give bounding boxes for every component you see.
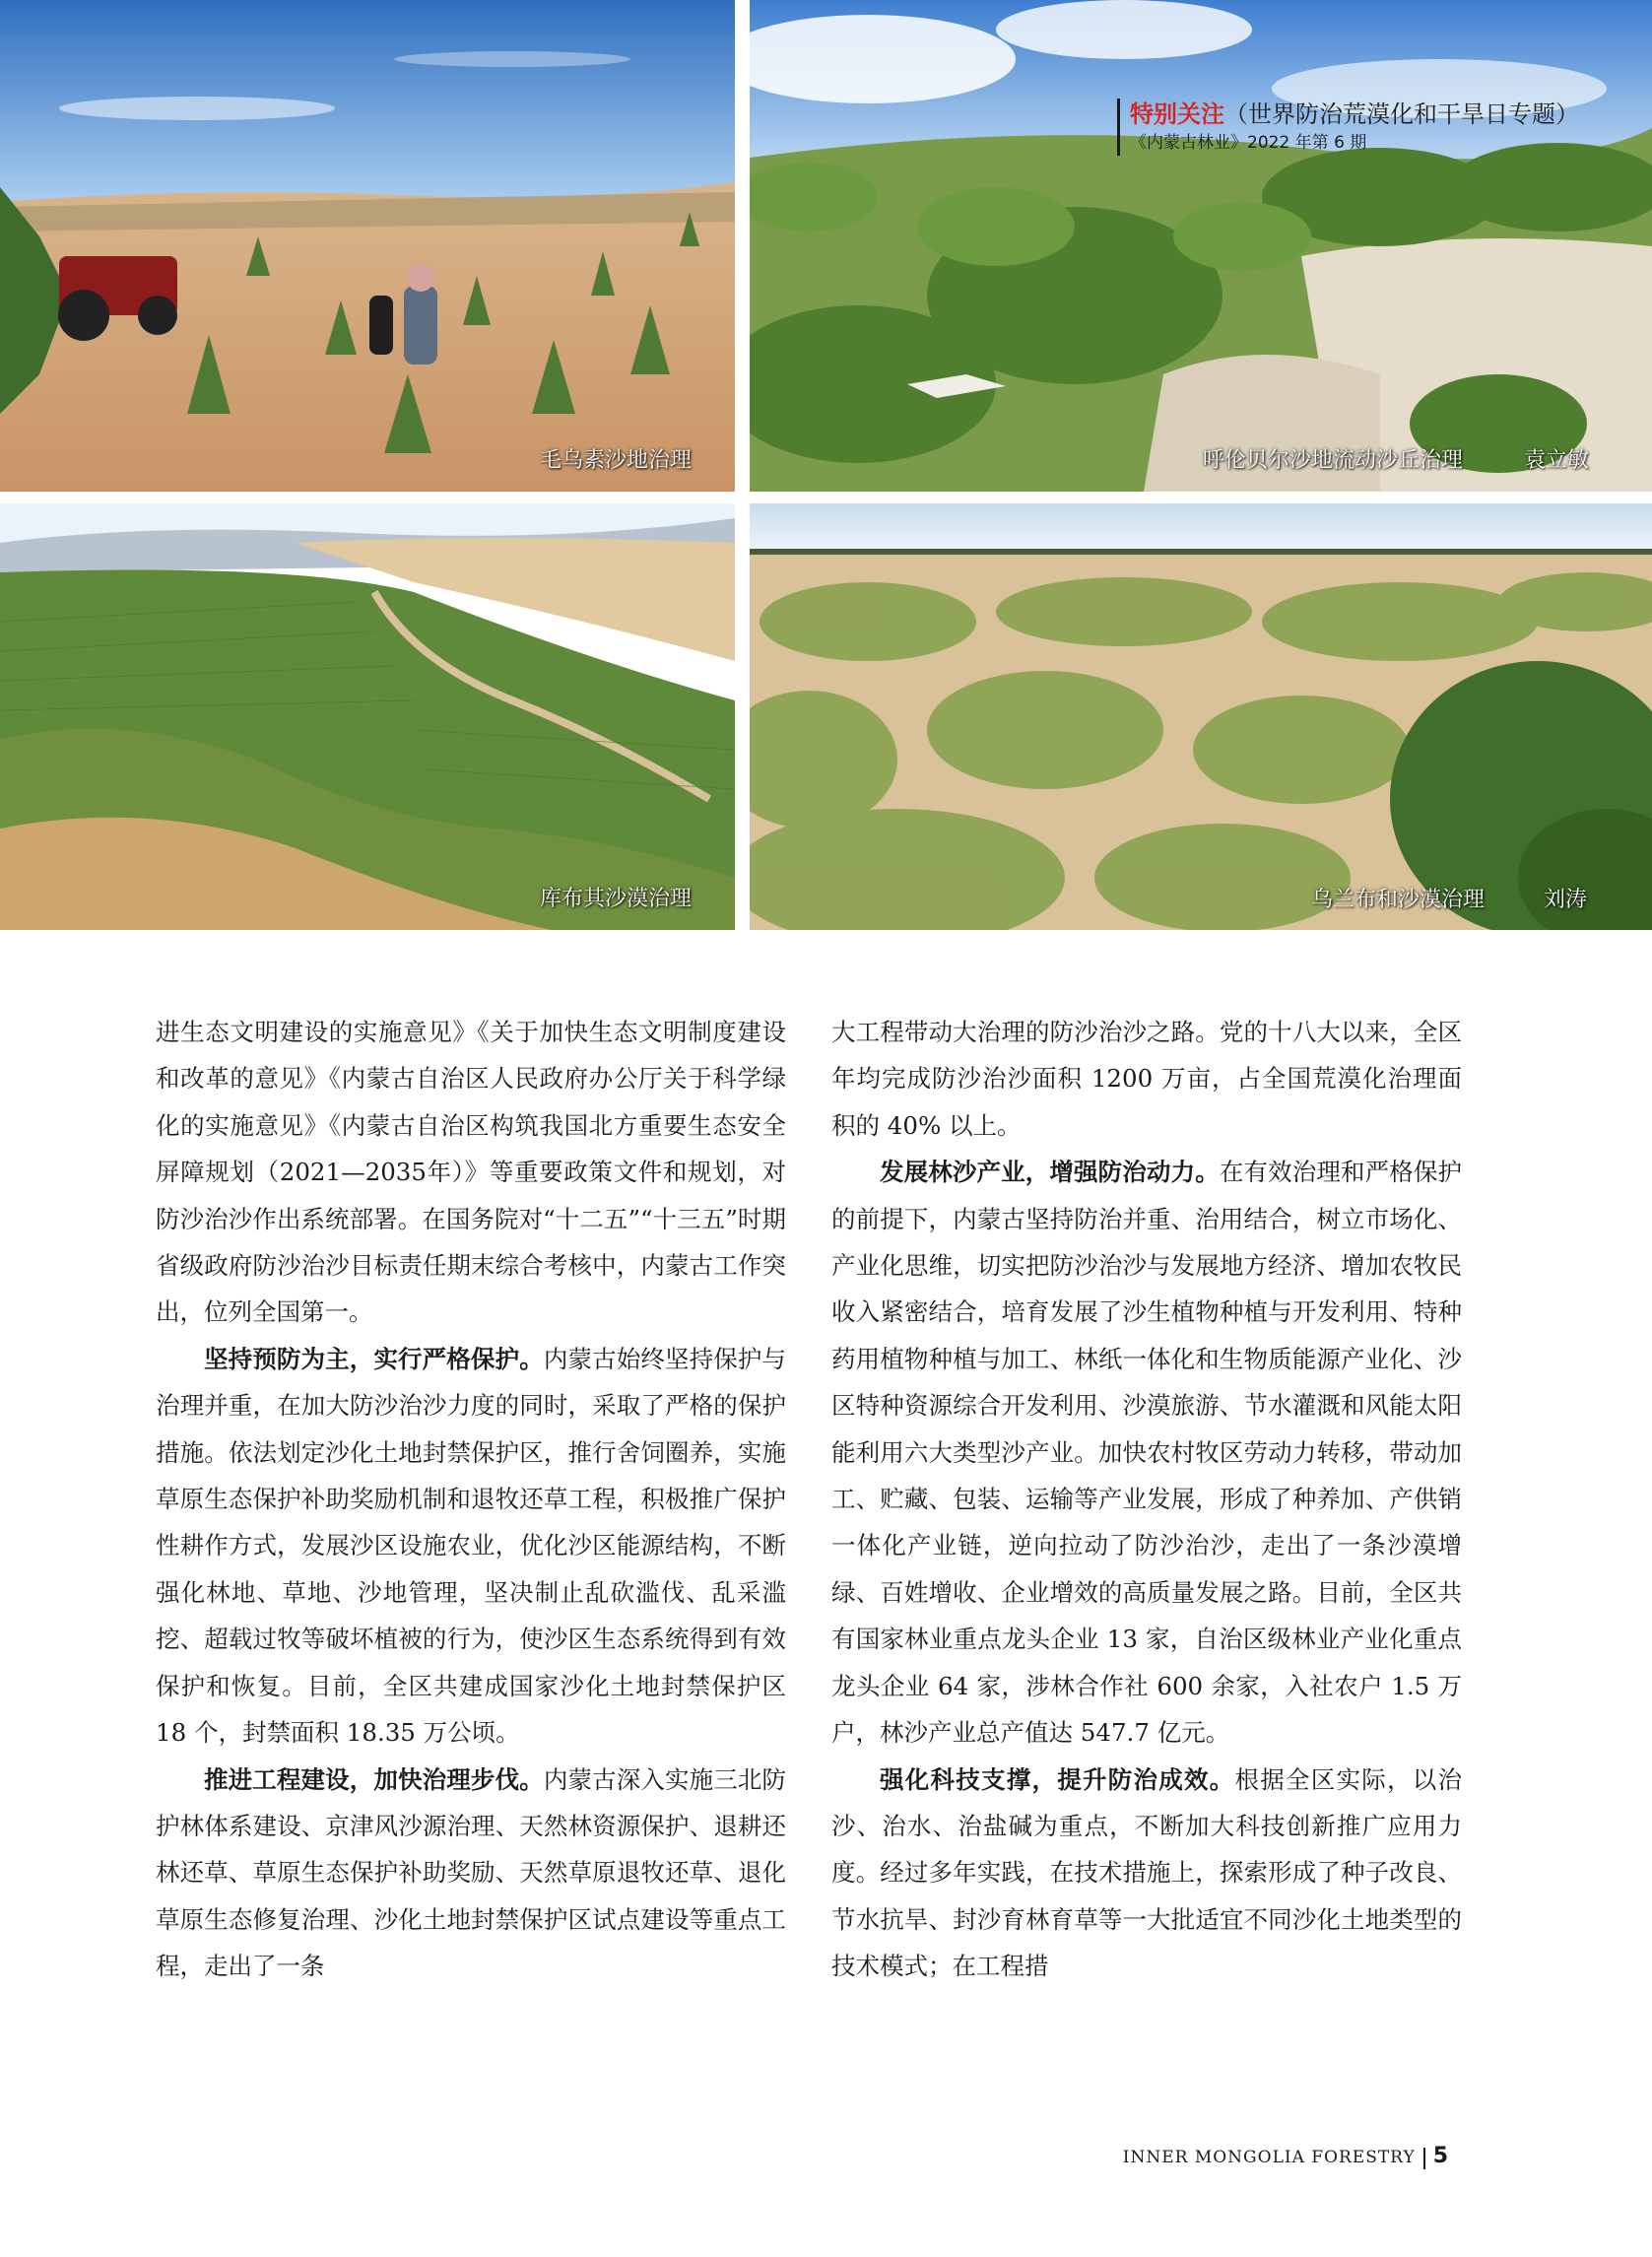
page-footer: [1123, 2144, 1449, 2169]
paragraph-body: 内蒙古深入实施三北防护林体系建设、京津风沙源治理、天然林资源保护、退耕还林还草、草原生态保护补助奖励、天然草原退牧还草、退化草原生态修复治理、沙化土地封禁保护区试点建设等重点工程，走出了一条: [156, 1764, 787, 1981]
photo-maowusu-image: [0, 0, 735, 492]
photo-ulanbuh: [750, 503, 1652, 930]
issue-info: 《内蒙古林业》2022 年第 6 期: [1130, 133, 1367, 153]
paragraph-heading: 推进工程建设，加快治理步伐。: [204, 1764, 544, 1794]
paragraph-body: 内蒙古始终坚持保护与治理并重，在加大防沙治沙力度的同时，采取了严格的保护措施。依法划定沙化土地封禁保护区，推行舍饲圈养，实施草原生态保护补助奖励机制和退牧还草工程，积极推广保护性耕作方式，发展沙区设施农业，优化沙区能源结构，不断强化林地、草地、沙地管理，坚决制止乱砍滥伐、乱采滥挖、超载过牧等破坏植被的行为，使沙区生态系统得到有效保护和恢复。目前，全区共建成国家沙化土地封禁保护区 18 个，封禁面积 18.35 万公顷。: [156, 1344, 787, 1748]
paragraph: [831, 1757, 1462, 1990]
page-number: 5: [1432, 2144, 1449, 2168]
right-column: [831, 1009, 1462, 1990]
photo-credit: 袁立敏: [1524, 448, 1590, 473]
paragraph-heading: 发展林沙产业，增强防治动力。: [880, 1158, 1220, 1187]
photo-hulunbuir: [750, 0, 1652, 492]
journal-name: INNER MONGOLIA FORESTRY: [1122, 2148, 1416, 2167]
paragraph: 进生态文明建设的实施意见》《关于加快生态文明制度建设和改革的意见》《内蒙古自治区人民政府办公厅关于科学绿化的实施意见》《内蒙古自治区构筑我国北方重要生态安全屏障规划（2021—2035年）》等重要政策文件和规划，对防沙治沙作出系统部署。在国务院对“十二五”“十三五”时期省级政府防沙治沙目标责任期末综合考核中，内蒙古工作突出，位列全国第一。: [156, 1018, 786, 1327]
left-column: [156, 1009, 786, 1990]
photo-ulanbuh-image: [750, 503, 1652, 930]
paragraph-body: 在有效治理和严格保护的前提下，内蒙古坚持防治并重、治用结合，树立市场化、产业化思维，切实把防沙治沙与发展地方经济、增加农牧民收入紧密结合，培育发展了沙生植物种植与开发利用、特种药用植物种植与加工、林纸一体化和生物质能源产业化、沙区特种资源综合开发利用、沙漠旅游、节水灌溉和风能太阳能利用六大类型沙产业。加快农村牧区劳动力转移，带动加工、贮藏、包装、运输等产业发展，形成了种养加、产供销一体化产业链，逆向拉动了防沙治沙，走出了一条沙漠增绿、百姓增收、企业增效的高质量发展之路。目前，全区共有国家林业重点龙头企业 13 家，自治区级林业产业化重点龙头企业 64 家，涉林合作社 600 余家，入社农户 1.5 万户，林沙产业总产值达 547.7 亿元。: [831, 1158, 1463, 1748]
section-topic: （世界防治荒漠化和干旱日专题）: [1224, 100, 1579, 128]
photo-kubuqi-image: [0, 503, 735, 930]
paragraph: [156, 1336, 786, 1757]
photo-credit: 刘涛: [1544, 888, 1588, 912]
paragraph-body: 根据全区实际，以治沙、治水、治盐碱为重点，不断加大科技创新推广应用力度。经过多年实践，在技术措施上，探索形成了种子改良、节水抗旱、封沙育林育草等一大批适宜不同沙化土地类型的技术模式；在工程措: [831, 1764, 1462, 1981]
photo-kubuqi: [0, 503, 735, 930]
photo-caption: 呼伦贝尔沙地流动沙丘治理: [1203, 448, 1464, 473]
paragraph: 大工程带动大治理的防沙治沙之路。党的十八大以来，全区年均完成防沙治沙面积 1200 万亩，占全国荒漠化治理面积的 40% 以上。: [831, 1018, 1462, 1140]
photo-hulunbuir-image: [750, 0, 1652, 492]
paragraph: [156, 1757, 786, 1990]
paragraph: [831, 1149, 1462, 1756]
photo-caption: 乌兰布和沙漠治理: [1311, 888, 1486, 912]
paragraph-heading: 坚持预防为主，实行严格保护。: [204, 1344, 544, 1373]
footer-divider: [1423, 2148, 1425, 2169]
section-tag: 特别关注: [1130, 100, 1224, 128]
photo-caption: 库布其沙漠治理: [540, 887, 693, 911]
section-header: [1117, 99, 1579, 156]
paragraph-heading: 强化科技支撑，提升防治成效。: [880, 1764, 1235, 1794]
photo-maowusu: [0, 0, 735, 492]
photo-caption: 毛乌素沙地治理: [540, 448, 693, 473]
